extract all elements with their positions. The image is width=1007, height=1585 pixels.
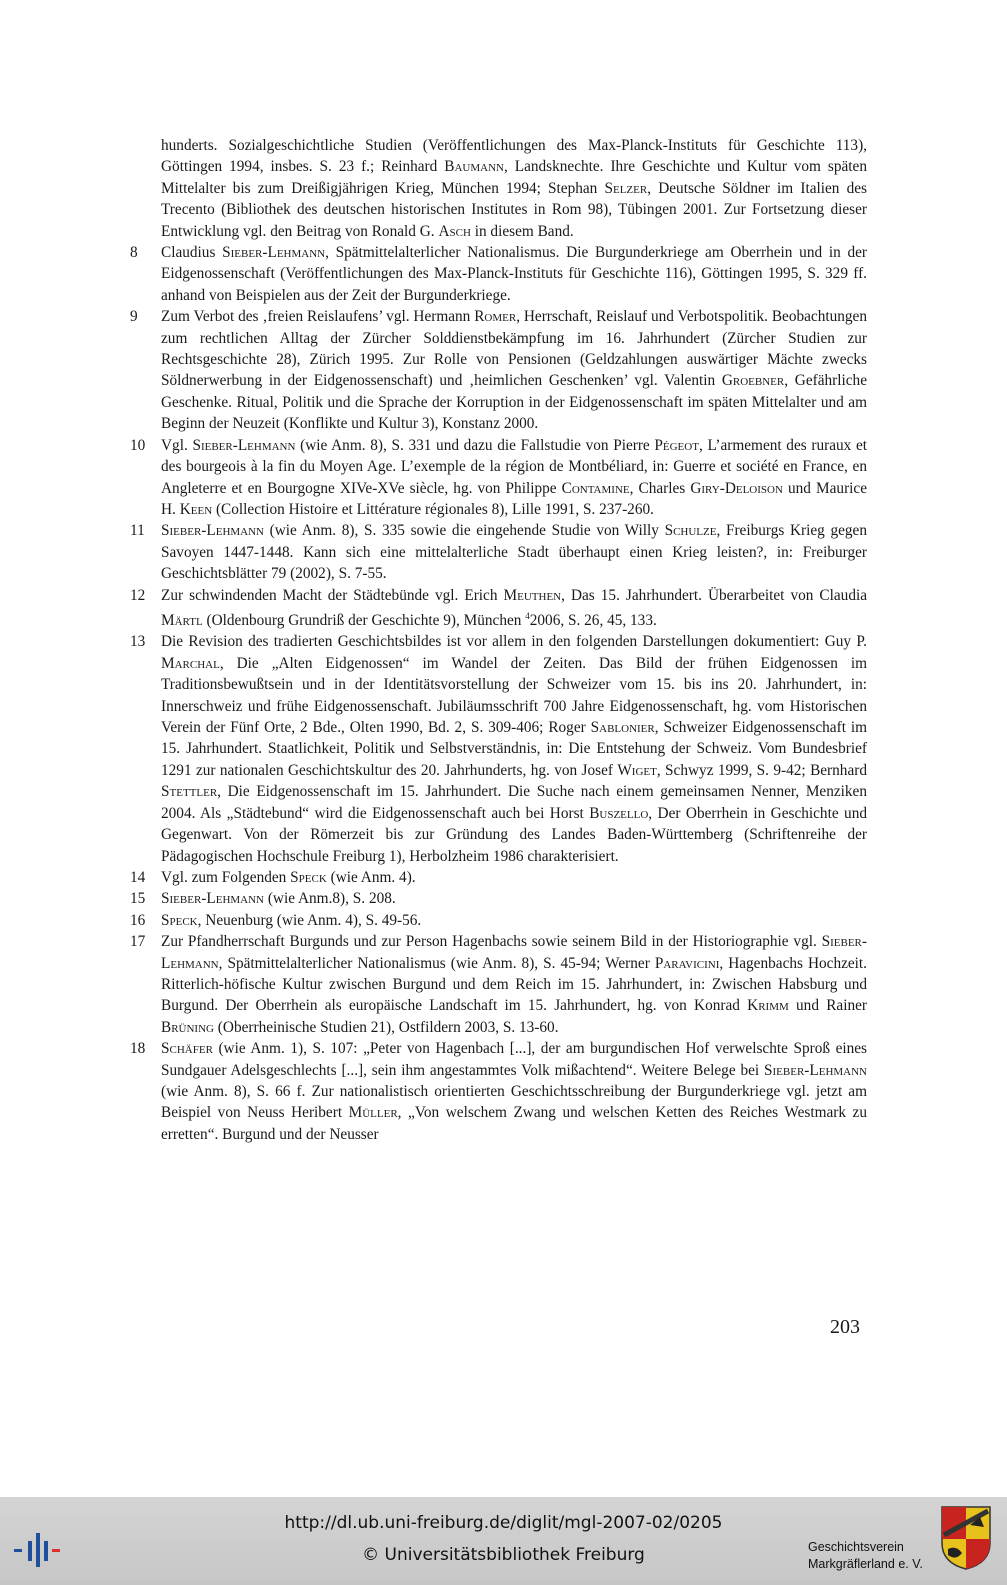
footnote-text: hunderts. Sozialgeschichtliche Studien (Veröffentlichungen des Max-Planck-Instituts für Geschichte 113), Göttingen 1994, insbes. S. 23 f.; Reinhard Baumann, Landsknechte. Ihre Geschichte und Kultur vom späten Mittelalter bis zum Dreißigjährigen Krieg, München 1994; Stephan Selzer, Deutsche Söldner im Italien des Trecento (Bibliothek des deutschen historischen Institutes in Rom 98), Tübingen 2001. Zur Fortsetzung dieser Entwicklung vgl. den Beitrag von Ronald G. Asch in diesem Band. (161, 137, 867, 240)
footnote (130, 888, 867, 909)
society-name (808, 1539, 923, 1573)
footnote-text: Speck, Neuenburg (wie Anm. 4), S. 49-56. (161, 911, 422, 929)
footnote-number: 18 (130, 1040, 146, 1058)
footnote (130, 135, 867, 242)
footnote (130, 910, 867, 931)
document-url[interactable]: http://dl.ub.uni-freiburg.de/diglit/mgl-2007-02/0205 (284, 1513, 723, 1533)
footnote-number: 10 (130, 436, 146, 454)
page-number: 203 (830, 1316, 860, 1338)
footnote-number: 11 (130, 522, 145, 540)
footnote-text: Schäfer (wie Anm. 1), S. 107: „Peter von Hagenbach [...], der am burgundischen Hof verwelschte Sproß eines Sundgauer Adelsgeschlechts [...], sein ihm angestammtes Volk mißachtend“. Weitere Belege bei Sieber-Lehmann (wie Anm. 8), S. 66 f. Zur nationalistisch orientierten Geschichtsschreibung der Burgunderkriege vgl. jetzt am Beispiel von Neuss Heribert Müller, „Von welschem Zwang und welschen Ketten des Reiches Westmark zu erretten“. Burgund und der Neusser (161, 1040, 867, 1143)
footnote-number: 14 (130, 868, 146, 886)
footnote (130, 435, 867, 521)
footnote (130, 306, 867, 434)
footnote-number: 8 (130, 244, 138, 262)
footnote-number: 12 (130, 586, 146, 604)
footnote-text: Die Revision des tradierten Geschichtsbildes ist vor allem in den folgenden Darstellungen dokumentiert: Guy P. Marchal, Die „Alten Eidgenossen“ im Wandel der Zeiten. Das Bild der frühen Eidgenossen im Traditionsbewußtsein und in der Identitätsvorstellung der Schweizer vom 15. bis ins 20. Jahrhundert, in: Innerschweiz und frühe Eidgenossenschaft. Jubiläumsschrift 700 Jahre Eidgenossenschaft, hg. vom Historischen Verein der Fünf Orte, 2 Bde., Olten 1990, Bd. 2, S. 309-406; Roger Sablonier, Schweizer Eidgenossenschaft im 15. Jahrhundert. Staatlichkeit, Politik und Selbstverständnis, in: Die Entstehung der Schweiz. Vom Bundesbrief 1291 zur nationalen Geschichtskultur des 20. Jahrhunderts, hg. von Josef Wiget, Schwyz 1999, S. 9-42; Bernhard Stettler, Die Eidgenossenschaft im 15. Jahrhundert. Die Suche nach einem gemeinsamen Nenner, Menziken 2004. Als „Städtebund“ wird die Eidgenossenschaft auch bei Horst Buszello, Der Oberrhein in Geschichte und Gegenwart. Von der Römerzeit bis zur Gründung des Landes Baden-Württemberg (Schriftenreihe der Pädagogischen Hochschule Freiburg 1), Herbolzheim 1986 charakterisiert. (161, 633, 868, 865)
footnote-text: Sieber-Lehmann (wie Anm. 8), S. 335 sowie die eingehende Studie von Willy Schulze, Freiburgs Krieg gegen Savoyen 1447-1448. Kann sich eine mittelalterliche Stadt überhaupt einen Krieg leisten?, in: Freiburger Geschichtsblätter 79 (2002), S. 7-55. (161, 522, 867, 583)
society-line1: Geschichtsverein (808, 1540, 904, 1554)
footnotes (130, 135, 867, 1145)
coat-of-arms-icon (940, 1505, 992, 1571)
footnote-text: Vgl. Sieber-Lehmann (wie Anm. 8), S. 331 und dazu die Fallstudie von Pierre Pégeot, L’armement des ruraux et des bourgeois à la fin du Moyen Age. L’exemple de la région de Montbéliard, in: Guerre et société en France, en Angleterre et en Bourgogne XIVe-XVe siècle, hg. von Philippe Contamine, Charles Giry-Deloison und Maurice H. Keen (Collection Histoire et Littérature régionales 8), Lille 1991, S. 237-260. (161, 436, 868, 518)
footnote-text: Claudius Sieber-Lehmann, Spätmittelalterlicher Nationalismus. Die Burgunderkriege am Oberrhein und in der Eidgenossenschaft (Veröffentlichungen des Max-Planck-Instituts für Geschichte 116), Göttingen 1995, S. 329 ff. anhand von Beispielen aus der Zeit der Burgunderkriege. (161, 244, 867, 304)
footnote-number: 17 (130, 933, 146, 951)
footnote-number: 13 (130, 633, 146, 651)
footnote-text: Zur schwindenden Macht der Städtebünde vgl. Erich Meuthen, Das 15. Jahrhundert. Überarbeitet von Claudia Märtl (Oldenbourg Grundriß der Geschichte 9), München $^4$2006, S. 26, 45, 133. (161, 586, 868, 630)
footnote (130, 931, 867, 1038)
footnote-number: 16 (130, 911, 146, 929)
footnote-text: Zum Verbot des ‚freien Reislaufens’ vgl. Hermann Romer, Herrschaft, Reislauf und Verbotspolitik. Beobachtungen zum rechtlichen Alltag der Zürcher Solddienstbekämpfung im 16. Jahrhundert (Zürcher Studien zur Rechtsgeschichte 28), Zürich 1995. Zur Rolle von Pensionen (Geldzahlungen auswärtiger Mächte zwecks Söldnerwerbung in der Eidgenossenschaft) und ‚heimlichen Geschenken’ vgl. Valentin Groebner, Gefährliche Geschenke. Ritual, Politik und die Sprache der Korruption in der Eidgenossenschaft im späten Mittelalter und am Beginn der Neuzeit (Konflikte und Kultur 3), Konstanz 2000. (161, 308, 867, 433)
footnote-text: Vgl. zum Folgenden Speck (wie Anm. 4). (161, 868, 416, 886)
copyright-notice: © Universitätsbibliothek Freiburg (362, 1545, 645, 1565)
footnote-number: 9 (130, 308, 138, 326)
footnote (130, 520, 867, 584)
footnote (130, 631, 867, 866)
footnote-text: Zur Pfandherrschaft Burgunds und zur Person Hagenbachs sowie seinem Bild in der Historiographie vgl. Sieber-Lehmann, Spätmittelalterlicher Nationalismus (wie Anm. 8), S. 45-94; Werner Paravicini, Hagenbachs Hochzeit. Ritterlich-höfische Kultur zwischen Burgund und dem Reich im 15. Jahrhundert, in: Zwischen Habsburg und Burgund. Der Oberrhein als europäische Landschaft im 15. Jahrhundert, hg. von Konrad Krimm und Rainer Brüning (Oberrheinische Studien 21), Ostfildern 2003, S. 13-60. (161, 933, 868, 1036)
footnote-number: 15 (130, 890, 146, 908)
footnote (130, 1038, 867, 1145)
footnote (130, 585, 867, 632)
footnote (130, 867, 867, 888)
footnote-text: Sieber-Lehmann (wie Anm.8), S. 208. (161, 890, 396, 908)
footnote (130, 242, 867, 306)
viewer-footer (0, 1497, 1007, 1585)
society-line2: Markgräflerland e. V. (808, 1557, 923, 1571)
